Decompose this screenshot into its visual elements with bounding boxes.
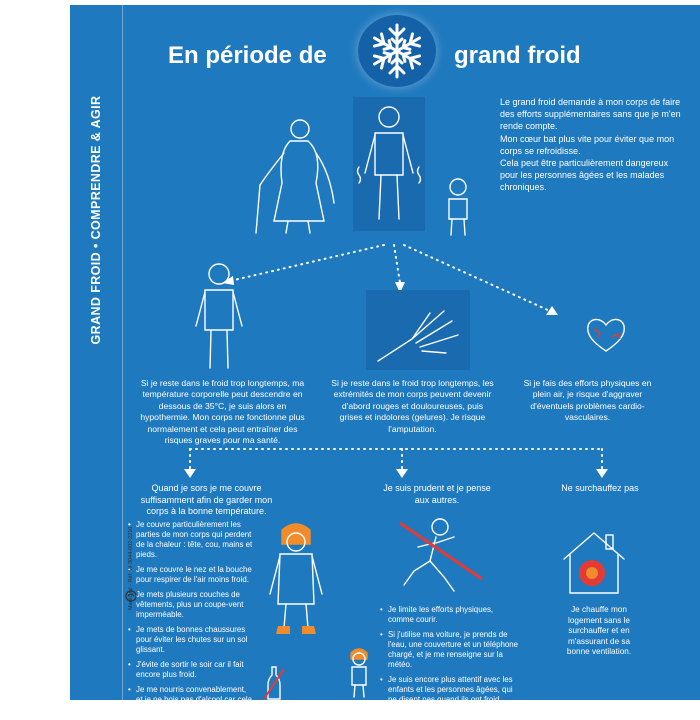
dotted-arrows-bottom: [180, 443, 620, 483]
hypothermia-caption: Si je reste dans le froid trop longtemps, ma température corporelle peut descendre en dessous de 35°C, je suis alors en hypothermie. Mon corps ne fonctionne plus normalement et cela peut entraîner des risques graves pour ma santé.: [140, 378, 305, 446]
elderly-person-illustration: [238, 113, 338, 237]
title-left: En période de: [168, 42, 327, 69]
shivering-man-illustration: [353, 103, 425, 223]
snowflake-icon: [358, 15, 436, 87]
winter-clothed-man-illustration: [264, 520, 328, 640]
hypothermia-man-illustration: [188, 260, 250, 372]
list-item: • Je suis encore plus attentif avec les enfants et les personnes âgées, qui ne disent pas quand ils ont froid.: [380, 675, 520, 705]
heart-icon: [584, 315, 628, 355]
list-item: • Je limite les efforts physiques, comme courir.: [380, 605, 520, 625]
frozen-hand-icon: [372, 297, 468, 367]
intro-paragraph-3: Cela peut être particulièrement dangereux pour les personnes âgées et les malades chroniques.: [500, 158, 669, 193]
list-item: • Je couvre particulièrement les parties de mon corps qui perdent de la chaleur : tête, cou, mains et pieds.: [128, 520, 253, 560]
list-item: • J'évite de sortir le soir car il fait encore plus froid.: [128, 660, 253, 680]
list-item: • Si j'utilise ma voiture, je prends de l'eau, une couverture et un téléphone chargé, et je me renseigne sur la météo.: [380, 630, 520, 670]
poster: [70, 5, 700, 714]
runner-crossed-illustration: [396, 515, 486, 595]
list-item: • Je mets de bonnes chaussures pour éviter les chutes sur un sol glissant.: [128, 625, 253, 655]
heating-column-title: Ne surchauffez pas: [561, 483, 639, 493]
title-right: grand froid: [454, 42, 581, 69]
wine-bottle-icon: [264, 665, 284, 700]
intro-paragraph-2: Mon cœur bat plus vite pour éviter que mon corps se refroidisse.: [500, 133, 675, 156]
intro-text: [500, 96, 685, 194]
frostbite-caption: Si je reste dans le froid trop longtemps, les extrémités de mon corps peuvent devenir d'abord rouges et douloureuses, puis grises et indolores (gelures). Je risque l'amputation.: [331, 378, 494, 434]
prudent-column-title: Je suis prudent et je pense aux autres.: [383, 483, 491, 505]
list-item: • Je me couvre le nez et la bouche pour respirer de l'air moins froid.: [128, 565, 253, 585]
cover-list: [128, 520, 253, 720]
side-tab: [70, 5, 123, 700]
overheated-house-icon: [558, 525, 630, 597]
list-item: • Je me nourris convenablement, et je ne bois pas d'alcool car cela ne réchauffe pas.: [128, 685, 253, 715]
heating-text: Je chauffe mon logement sans le surchauffer et en m'assurant de sa bonne ventilation.: [566, 605, 632, 656]
prudent-list: [380, 605, 520, 710]
intro-paragraph-1: Le grand froid demande à mon corps de faire des efforts supplémentaires sans que je m'en rende compte.: [500, 97, 681, 132]
footer-code: Maréchal - Réf. W-3044-002-2210: [128, 526, 134, 610]
cover-column-title: Quand je sors je me couvre suffisamment afin de garder mon corps à la bonne température.: [140, 483, 273, 516]
side-label: GRAND FROID • COMPRENDRE & AGIR: [89, 95, 103, 345]
cardio-caption: Si je fais des efforts physiques en plein air, je risque d'aggraver d'éventuels problèmes cardio-vasculaires.: [523, 378, 652, 423]
list-item: • Je mets plusieurs couches de vêtements, plus un coupe-vent imperméable.: [128, 590, 253, 620]
child-winter-illustration: [344, 645, 374, 700]
child-illustration: [438, 177, 478, 239]
